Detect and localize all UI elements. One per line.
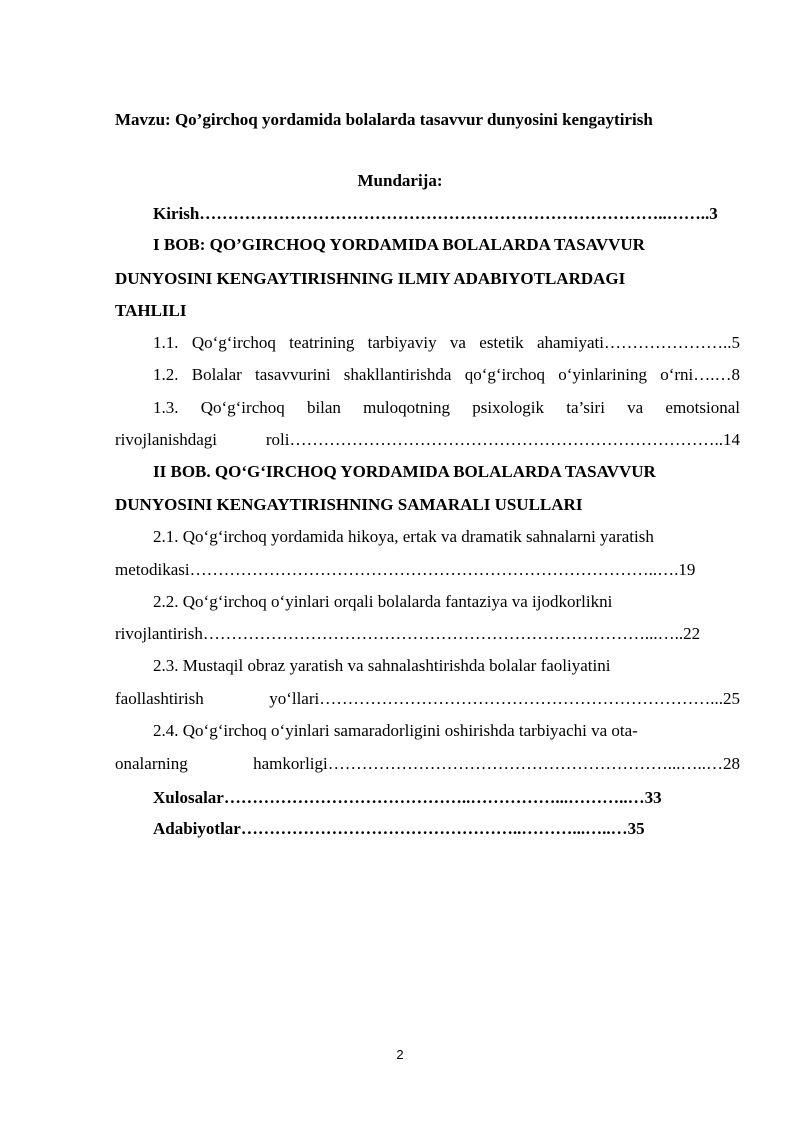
toc-entry-2-1-line-2: metodikasi………………………………………………………………………..….19 xyxy=(115,560,696,579)
toc-entry-2-2-line-1: 2.2. Qo‘g‘irchoq o‘yinlari orqali bolalarda fantaziya va ijodkorlikni xyxy=(153,592,613,611)
toc-entry-1-1: 1.1. Qo‘g‘irchoq teatrining tarbiyaviy va estetik ahamiyati…………………..5 xyxy=(153,333,740,352)
toc-entry-2-4-line-2: onalarning hamkorligi……………………………………………………...…..…28 xyxy=(115,754,740,773)
toc-entry-2-2-line-2: rivojlantirish……………………………………………………………………...…..22 xyxy=(115,624,701,643)
topic-title: Mavzu: Qo’girchoq yordamida bolalarda tasavvur dunyosini kengaytirish xyxy=(115,110,653,129)
toc-entry-adabiyotlar: Adabiyotlar…………………………………………..………...…..…35 xyxy=(153,819,645,838)
toc-entry-1-3-line-1: 1.3. Qo‘g‘irchoq bilan muloqotning psixologik ta’siri va emotsional xyxy=(153,398,740,417)
toc-entry-1-2: 1.2. Bolalar tasavvurini shakllantirishda qo‘g‘irchoq o‘yinlarining o‘rni….…8 xyxy=(153,365,740,384)
page-number: 2 xyxy=(396,1047,404,1062)
toc-heading: Mundarija: xyxy=(357,171,443,190)
toc-entry-2-4-line-1: 2.4. Qo‘g‘irchoq o‘yinlari samaradorligini oshirishda tarbiyachi va ota- xyxy=(153,721,638,740)
toc-chapter-2-line-2: DUNYOSINI KENGAYTIRISHNING SAMARALI USULLARI xyxy=(115,495,583,514)
toc-entry-kirish: Kirish………………………………………………………………………..……..3 xyxy=(153,204,718,223)
toc-chapter-1-line-1: I BOB: QO’GIRCHOQ YORDAMIDA BOLALARDA TASAVVUR xyxy=(153,235,645,254)
toc-entry-1-3-line-2: rivojlanishdagi roli…………………………………………………………………..14 xyxy=(115,430,740,449)
toc-entry-2-1-line-1: 2.1. Qo‘g‘irchoq yordamida hikoya, ertak va dramatik sahnalarni yaratish xyxy=(153,527,654,546)
toc-chapter-1-line-3: TAHLILI xyxy=(115,301,187,320)
toc-entry-2-3-line-2: faollashtirish yo‘llari……………………………………………………………...25 xyxy=(115,689,740,708)
toc-chapter-2-line-1: II BOB. QO‘G‘IRCHOQ YORDAMIDA BOLALARDA TASAVVUR xyxy=(153,462,656,481)
toc-entry-2-3-line-1: 2.3. Mustaqil obraz yaratish va sahnalashtirishda bolalar faoliyatini xyxy=(153,656,611,675)
toc-entry-xulosalar: Xulosalar……………………………………..……………...………..…33 xyxy=(153,788,662,807)
toc-chapter-1-line-2: DUNYOSINI KENGAYTIRISHNING ILMIY ADABIYOTLARDAGI xyxy=(115,269,626,288)
